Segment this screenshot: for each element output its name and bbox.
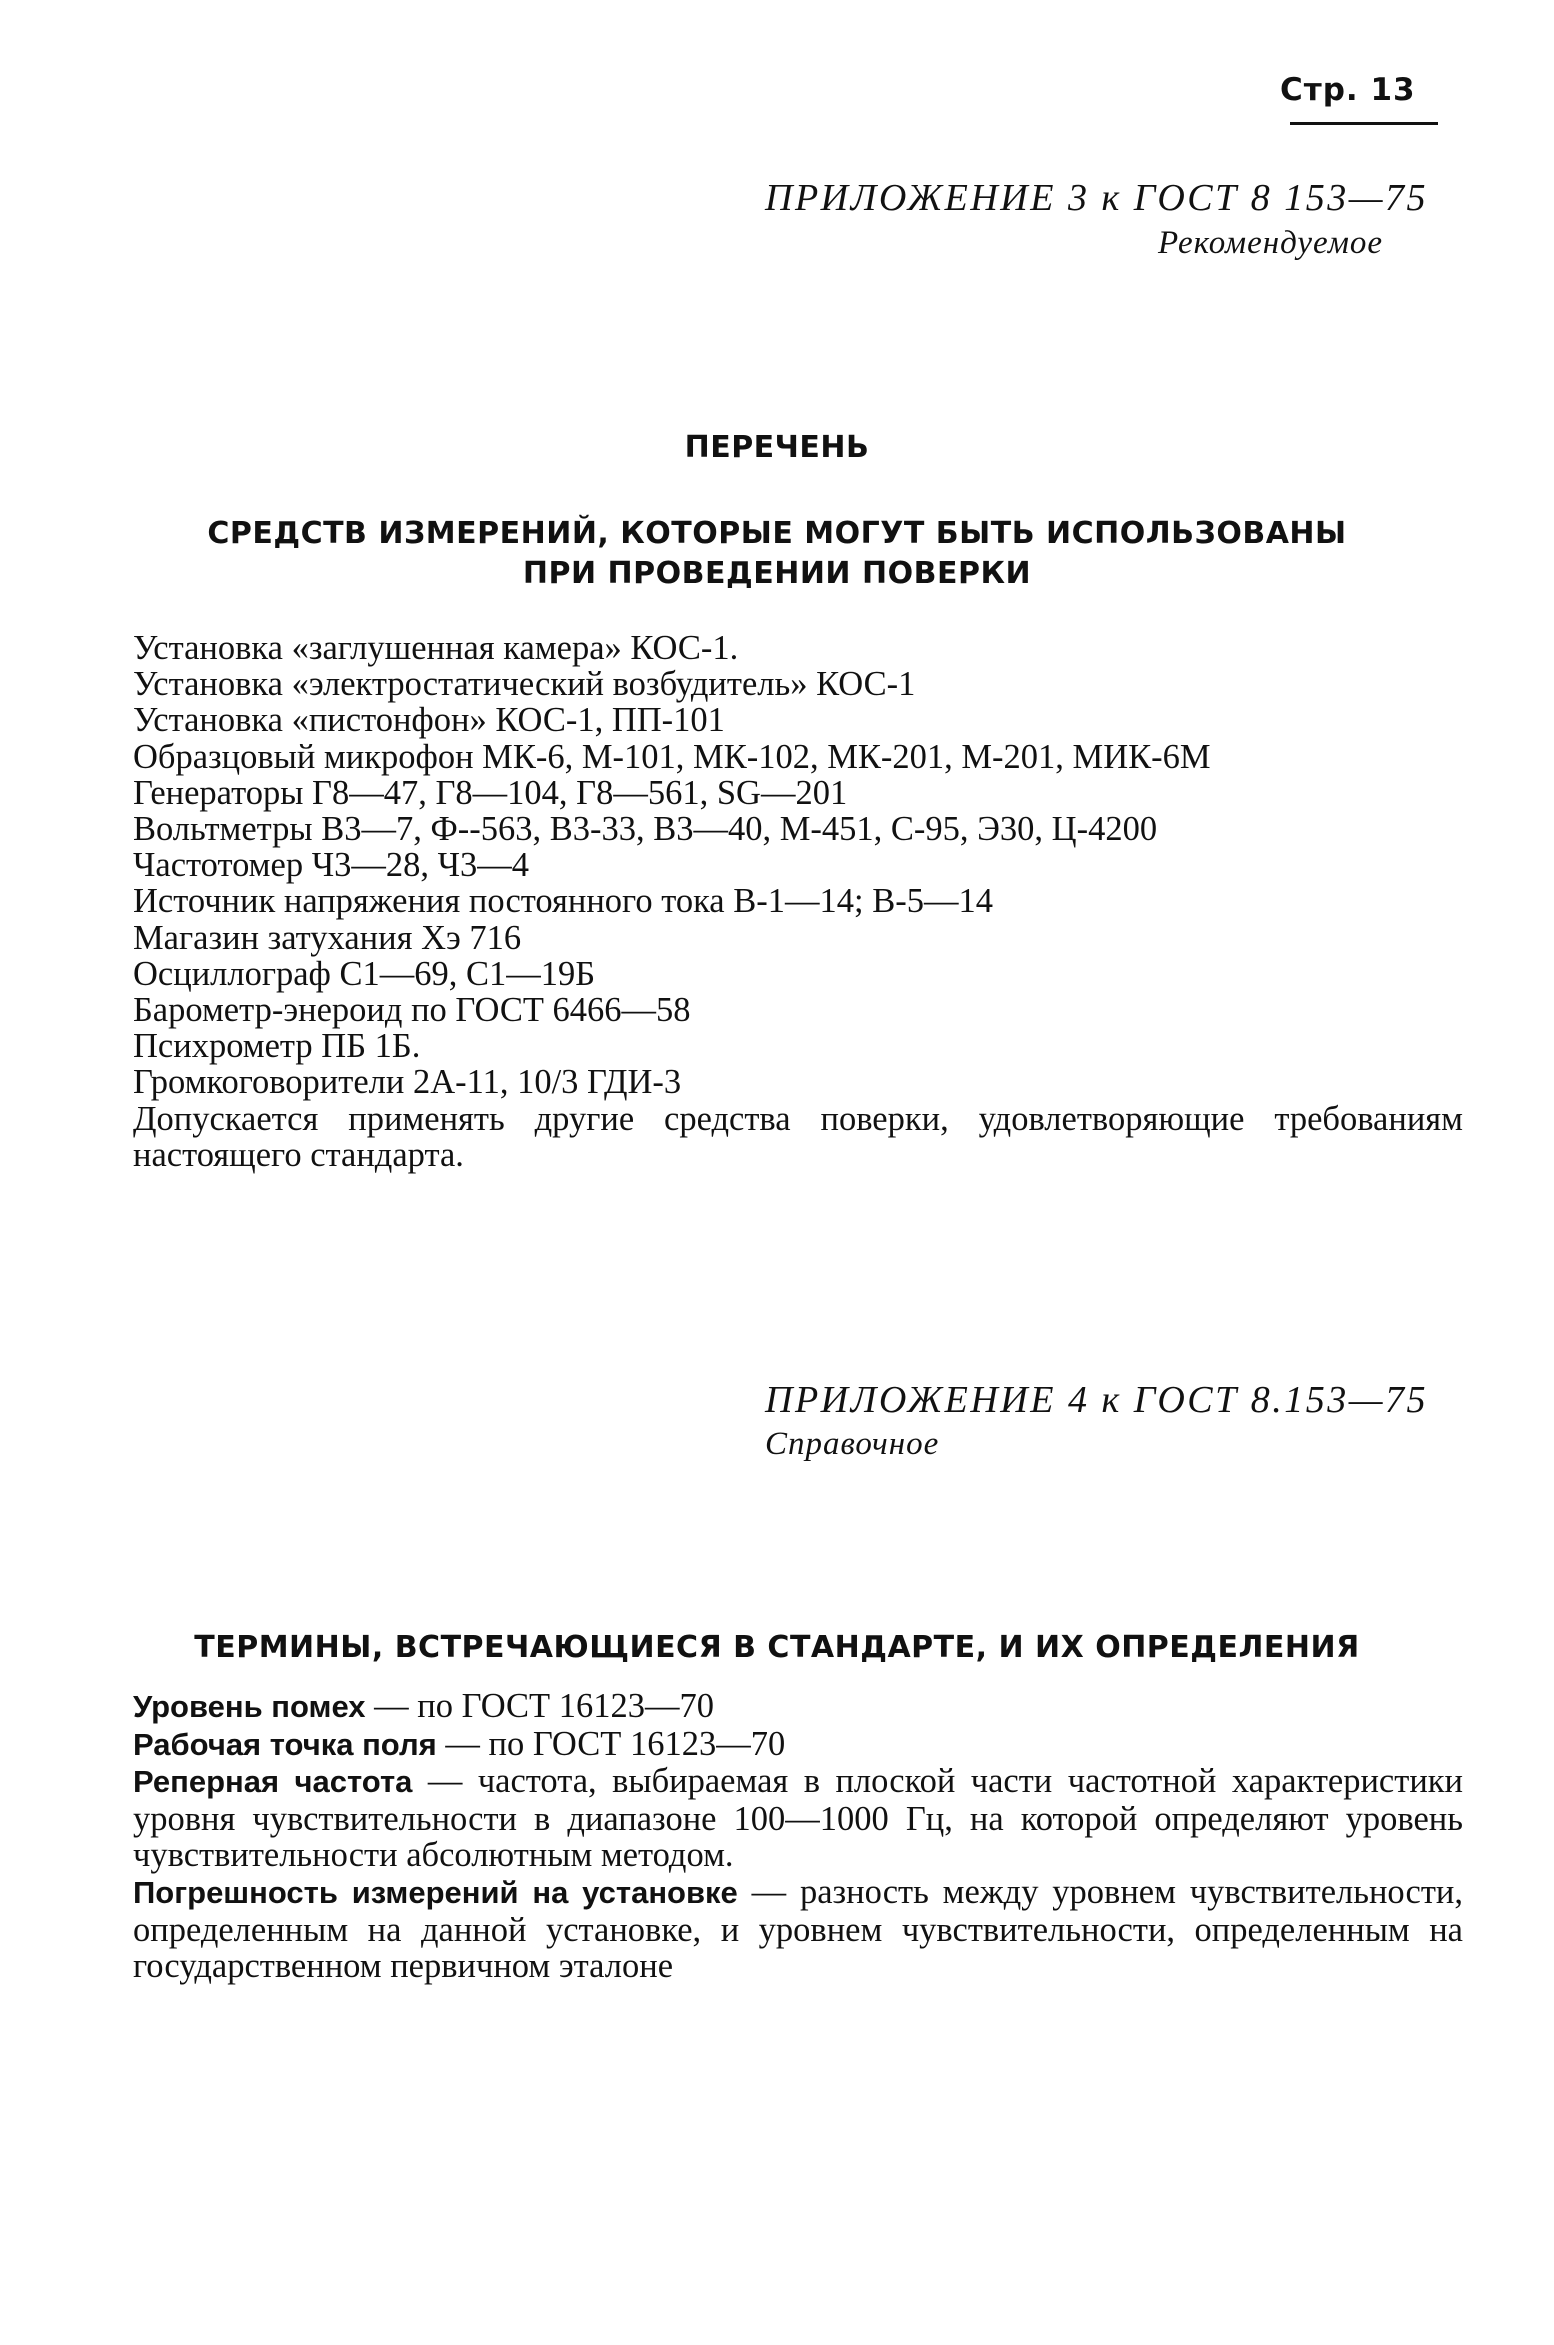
term-entry: [133, 1874, 1463, 1985]
list-item: Осциллограф С1—69, С1—19Б: [133, 954, 596, 993]
section-1-heading-line-2: СРЕДСТВ ИЗМЕРЕНИЙ, КОТОРЫЕ МОГУТ БЫТЬ ИСПОЛЬЗОВАНЫ: [207, 516, 1347, 551]
term-entry: [133, 1688, 1463, 1726]
term-entry: [133, 1763, 1463, 1874]
term-name: Рабочая точка поля: [133, 1726, 437, 1762]
appendix-3-title: ПРИЛОЖЕНИЕ 3 к ГОСТ 8 153—75: [765, 177, 1429, 219]
section-1-heading-line-1: ПЕРЕЧЕНЬ: [684, 430, 870, 465]
list-item: Громкоговорители 2А-11, 10/3 ГДИ-3: [133, 1063, 682, 1102]
list-item: Частотомер Ч3—28, Ч3—4: [133, 846, 530, 885]
list-item: Генераторы Г8—47, Г8—104, Г8—561, SG—201: [133, 773, 848, 812]
term-definition: по ГОСТ 16123—70: [417, 1687, 714, 1725]
instrument-list: [133, 630, 1463, 1173]
term-name: Погрешность измерений на установке: [133, 1874, 738, 1910]
list-item: Установка «электростатический возбудитель» КОС-1: [133, 665, 916, 704]
terms-list: [133, 1688, 1463, 1985]
term-definition: частота, выбираемая в плоской части частотной характеристики уровня чувствительности в диапазоне 100—1000 Гц, на которой определяют уровень чувствительности абсолютным методом.: [133, 1762, 1464, 1875]
term-separator: —: [365, 1687, 418, 1725]
section-1-subheading: [0, 514, 1554, 594]
section-1-note: Допускается применять другие средства поверки, удовлетворяющие требованиям настоящего стандарта.: [133, 1099, 1463, 1174]
term-definition: разность между уровнем чувствительности, определенным на данной установке, и уровнем чувствительности, определенным на государственном первичном эталоне: [133, 1872, 1464, 1986]
section-1-heading-line-3: ПРИ ПРОВЕДЕНИИ ПОВЕРКИ: [522, 556, 1032, 591]
list-item: Магазин затухания Хэ 716: [133, 918, 522, 957]
page-number-rule: [1290, 122, 1438, 125]
section-1-heading: [0, 428, 1554, 468]
term-separator: —: [436, 1724, 489, 1763]
term-separator: —: [737, 1872, 800, 1911]
term-name: Реперная частота: [133, 1764, 413, 1800]
appendix-4-status: Справочное: [765, 1426, 940, 1462]
list-item: Установка «пистонфон» КОС-1, ПП-101: [133, 701, 725, 740]
term-definition: по ГОСТ 16123—70: [488, 1724, 786, 1763]
term-name: Уровень помех: [133, 1689, 366, 1724]
appendix-4-title: ПРИЛОЖЕНИЕ 4 к ГОСТ 8.153—75: [765, 1379, 1429, 1421]
term-entry: [133, 1726, 1463, 1764]
section-2-heading: ТЕРМИНЫ, ВСТРЕЧАЮЩИЕСЯ В СТАНДАРТЕ, И ИХ ОПРЕДЕЛЕНИЯ: [194, 1630, 1360, 1665]
list-item: Источник напряжения постоянного тока В-1—14; В-5—14: [133, 882, 993, 921]
term-separator: —: [412, 1762, 478, 1801]
list-item: Образцовый микрофон МК-6, М-101, МК-102, МК-201, М-201, МИК-6М: [133, 737, 1211, 776]
appendix-3-status: Рекомендуемое: [1158, 225, 1384, 261]
list-item: Барометр-энероид по ГОСТ 6466—58: [133, 991, 691, 1030]
list-item: Психрометр ПБ 1Б.: [133, 1027, 421, 1066]
list-item: Установка «заглушенная камера» КОС-1.: [133, 629, 739, 667]
list-item: Вольтметры В3—7, Ф--563, В3-33, В3—40, М-451, С-95, Э30, Ц-4200: [133, 810, 1158, 849]
page-number: Стр. 13: [1280, 72, 1416, 108]
